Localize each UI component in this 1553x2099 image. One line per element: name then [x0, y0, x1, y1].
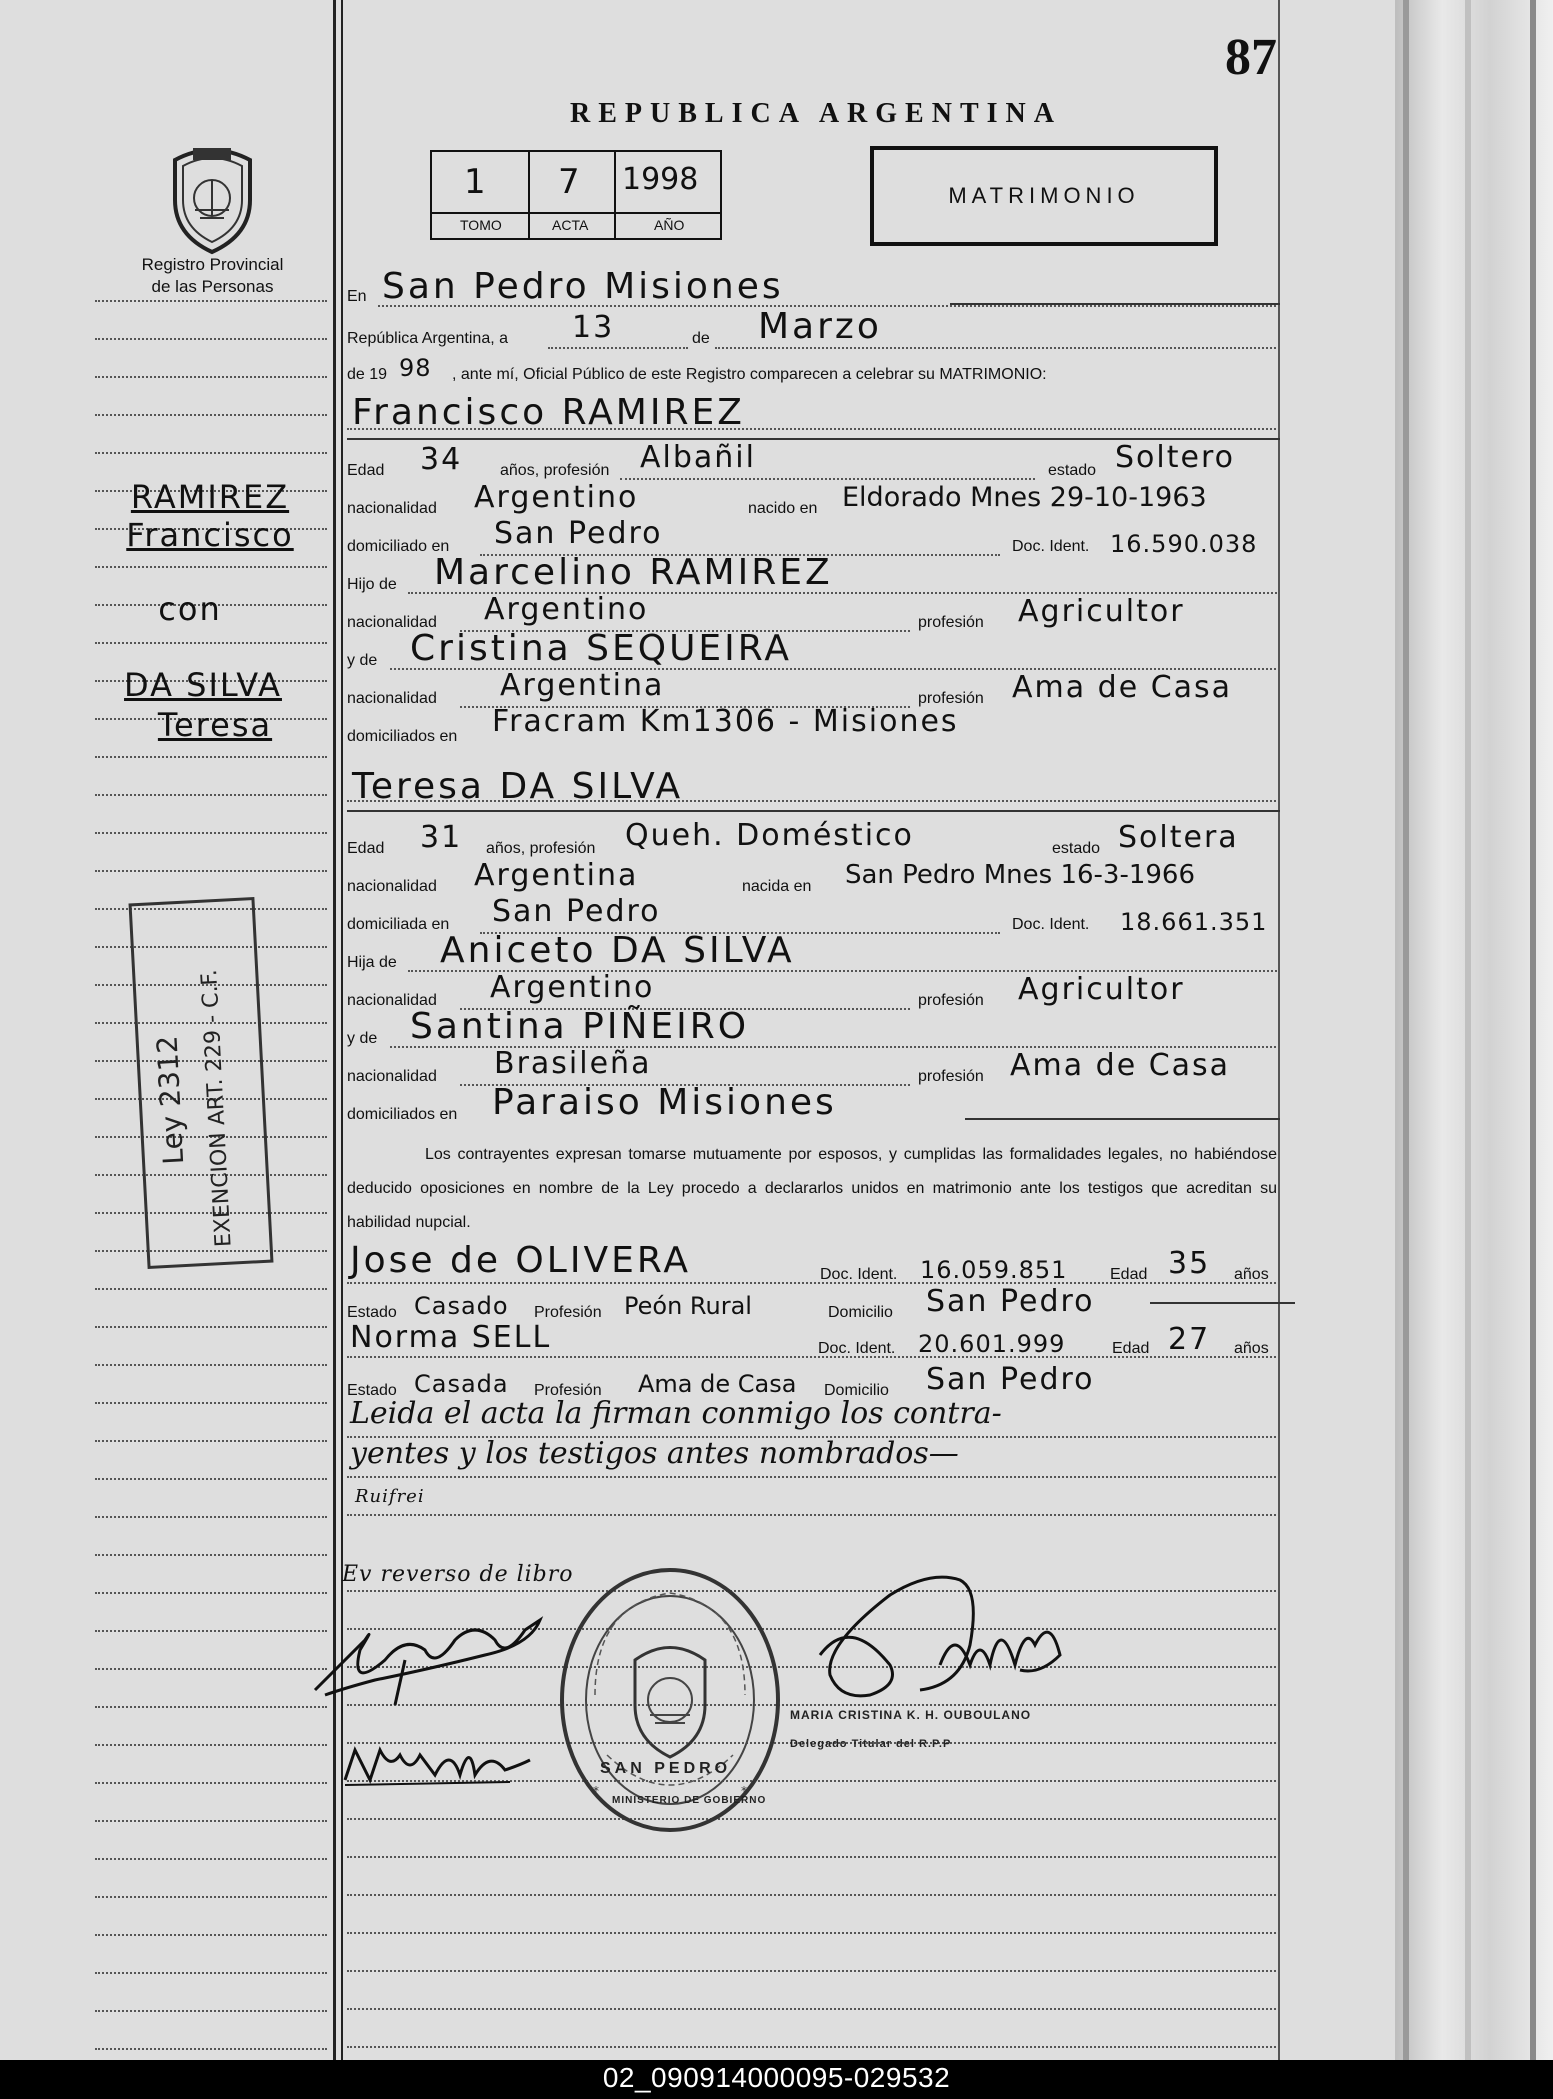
republic-label: República Argentina, a [347, 330, 508, 347]
acta-label: ACTA [552, 217, 589, 233]
page-number: 87 [1225, 29, 1277, 86]
body-rule-line [347, 1932, 1280, 1934]
groom-signature [305, 1600, 555, 1710]
margin-rule-line [95, 1934, 327, 1936]
year-prefix: de 19 [347, 366, 388, 383]
anos-profesion-label: años, profesión [486, 840, 596, 857]
groom-mother: Cristina SEQUEIRA [410, 628, 792, 669]
rule [1150, 1302, 1295, 1304]
tomo-label: TOMO [460, 217, 502, 233]
profesion-label: profesión [918, 614, 984, 631]
witness1-profession: Peón Rural [624, 1292, 752, 1320]
doc-label: Doc. Ident. [820, 1266, 898, 1283]
margin-rule-line [95, 1402, 327, 1404]
edad-label: Edad [1112, 1340, 1150, 1357]
margin-rule-line [95, 452, 327, 454]
body-rule-line [347, 2008, 1280, 2010]
nacida-label: nacida en [742, 878, 812, 895]
ano-label: AÑO [654, 217, 685, 233]
margin-rule-line [95, 414, 327, 416]
officer-signature [780, 1555, 1080, 1725]
margin-rule-line [95, 338, 327, 340]
bride-mother-profession: Ama de Casa [1010, 1048, 1231, 1083]
bride-signature [340, 1730, 540, 1790]
margin-rule-line [95, 2048, 327, 2050]
page-edge-strip [1465, 0, 1471, 2060]
margin-rule-line [95, 300, 327, 302]
estado-w-label: Estado [347, 1304, 397, 1321]
rule [620, 478, 1035, 480]
domiciliados-label: domiciliados en [347, 1106, 458, 1123]
ano-value: 1998 [622, 162, 699, 197]
month-value: Marzo [758, 306, 882, 347]
margin-rule-line [95, 756, 327, 758]
bride-status: Soltera [1118, 820, 1239, 855]
estado-label: estado [1048, 462, 1097, 479]
closing-line-2: yentes y los testigos antes nombrados— [350, 1436, 959, 1471]
margin-rule-line [95, 1440, 327, 1442]
seal-place: SAN PEDRO [600, 1760, 732, 1777]
rule [347, 428, 1280, 430]
volume-record-box [430, 150, 722, 240]
registry-label-line2: de las Personas [151, 277, 274, 296]
rule [347, 1282, 1280, 1284]
witness1-name: Jose de OLIVERA [350, 1240, 691, 1281]
body-right-border [1278, 0, 1280, 2060]
svg-text:*: * [593, 1784, 599, 1798]
bride-doc: 18.661.351 [1120, 908, 1268, 936]
margin-rule-line [95, 1326, 327, 1328]
margin-rule-line [95, 1516, 327, 1518]
witness2-age: 27 [1168, 1322, 1211, 1357]
groom-father-profession: Agricultor [1018, 594, 1185, 629]
rule [347, 1514, 1280, 1516]
rule [950, 303, 1280, 305]
doc-label: Doc. Ident. [1012, 538, 1090, 555]
margin-rule-line [95, 2010, 327, 2012]
margin-rule-line [95, 642, 327, 644]
groom-age: 34 [420, 442, 463, 477]
estado-w-label: Estado [347, 1382, 397, 1399]
margin-rule-line [95, 1478, 327, 1480]
margin-rule-line [95, 1706, 327, 1708]
bride-mother: Santina PIÑEIRO [410, 1006, 750, 1047]
adjacent-page-edge [1395, 0, 1553, 2060]
nacionalidad-label: nacionalidad [347, 1068, 437, 1085]
act-type-box [870, 146, 1218, 246]
exemption-stamp [129, 897, 274, 1269]
margin-rule-line [95, 1972, 327, 1974]
witness1-age: 35 [1168, 1246, 1211, 1281]
hijo-label: Hijo de [347, 576, 397, 593]
scan-filename: 02_090914000095-029532 [602, 2062, 951, 2093]
body-rule-line [347, 1894, 1280, 1896]
y-de-label: y de [347, 652, 378, 669]
witness1-domicile: San Pedro [926, 1284, 1095, 1319]
anos-profesion-label: años, profesión [500, 462, 610, 479]
margin-rule-line [95, 1782, 327, 1784]
margin-bride-surname: DA SILVA [124, 666, 282, 704]
margin-groom-name: Francisco [126, 516, 294, 554]
profesion-w-label: Profesión [534, 1304, 602, 1321]
country-title: REPUBLICA ARGENTINA [570, 98, 1062, 129]
witness2-name: Norma SELL [350, 1320, 552, 1355]
witness1-doc: 16.059.851 [920, 1256, 1068, 1284]
officer-name: MARIA CRISTINA K. H. OUBOULANO [790, 1708, 1032, 1722]
margin-rule-line [95, 1554, 327, 1556]
body-rule-line [347, 1856, 1280, 1858]
bride-domicile: San Pedro [492, 894, 661, 929]
bride-full-name: Teresa DA SILVA [352, 766, 684, 807]
intro-statement: , ante mí, Oficial Público de este Registro comparecen a celebrar su MATRIMONIO: [452, 366, 1047, 383]
profesion-label: profesión [918, 992, 984, 1009]
rule [548, 347, 688, 349]
domicilio-label: Domicilio [828, 1304, 893, 1321]
groom-father-nationality: Argentino [484, 592, 649, 627]
tomo-value: 1 [464, 162, 486, 202]
bride-father-profession: Agricultor [1018, 972, 1185, 1007]
margin-rule-line [95, 376, 327, 378]
margin-rule-line [95, 1364, 327, 1366]
profesion-w-label: Profesión [534, 1382, 602, 1399]
witness2-domicile: San Pedro [926, 1362, 1095, 1397]
bride-mother-nationality: Brasileña [494, 1046, 652, 1081]
margin-rule-line [95, 832, 327, 834]
bride-section-rule [347, 810, 1280, 812]
groom-full-name: Francisco RAMIREZ [352, 392, 745, 433]
margin-rule-line [95, 1668, 327, 1670]
groom-nationality: Argentino [474, 480, 639, 515]
groom-mother-profession: Ama de Casa [1012, 670, 1233, 705]
groom-born-in: Eldorado Mnes 29-10-1963 [842, 482, 1207, 513]
declaration-paragraph: Los contrayentes expresan tomarse mutuamente por esposos, y cumplidas las formalidades legales, no habiéndose deducido oposiciones en nombre de la Ley procedo a declararlos unidos en matrimonio ante los testigos que acreditan su habilidad nupcial. [347, 1146, 1277, 1231]
rule [347, 1476, 1280, 1478]
seal-ministry: MINISTERIO DE GOBIERNO [612, 1795, 767, 1806]
profesion-label: profesión [918, 690, 984, 707]
nacionalidad-label: nacionalidad [347, 992, 437, 1009]
page-edge-strip [1403, 0, 1409, 2060]
witness2-doc: 20.601.999 [918, 1330, 1066, 1358]
domicilio-label: Domicilio [824, 1382, 889, 1399]
edad-label: Edad [347, 840, 385, 857]
margin-rule-line [95, 870, 327, 872]
margin-rule-line [95, 1592, 327, 1594]
margin-rule-line [95, 566, 327, 568]
groom-status: Soltero [1115, 440, 1235, 475]
nacionalidad-label: nacionalidad [347, 614, 437, 631]
estado-label: estado [1052, 840, 1101, 857]
margin-rule-line [95, 1630, 327, 1632]
rule [715, 347, 1280, 349]
rule [965, 1118, 1280, 1120]
bride-parents-domicile: Paraiso Misiones [492, 1082, 837, 1123]
groom-doc: 16.590.038 [1110, 530, 1258, 558]
margin-groom-surname: RAMIREZ [130, 478, 290, 516]
nacionalidad-label: nacionalidad [347, 690, 437, 707]
act-type-label: MATRIMONIO [948, 183, 1140, 208]
margin-divider-line [333, 0, 336, 2060]
edad-label: Edad [1110, 1266, 1148, 1283]
nacionalidad-label: nacionalidad [347, 500, 437, 517]
bride-profession: Queh. Doméstico [625, 818, 914, 853]
stamp-exemption: EXENCION ART. 229 - C.F. [197, 968, 237, 1248]
margin-rule-line [95, 1858, 327, 1860]
body-rule-line [347, 1818, 1280, 1820]
margin-rule-line [95, 1820, 327, 1822]
witness2-profession: Ama de Casa [638, 1370, 797, 1398]
en-label: En [347, 288, 367, 305]
groom-domicile: San Pedro [494, 516, 663, 551]
profesion-label: profesión [918, 1068, 984, 1085]
hija-label: Hija de [347, 954, 397, 971]
acta-value: 7 [558, 162, 580, 202]
stamp-law: Ley 2312 [150, 1034, 191, 1166]
witness2-status: Casada [414, 1370, 509, 1398]
margin-con: con [158, 590, 222, 628]
witness1-status: Casado [414, 1292, 509, 1320]
anos-label: años [1234, 1266, 1269, 1283]
groom-profession: Albañil [640, 440, 756, 475]
domiciliada-label: domiciliada en [347, 916, 450, 933]
bride-born-in: San Pedro Mnes 16-3-1966 [845, 860, 1195, 890]
domiciliados-label: domiciliados en [347, 728, 458, 745]
closing-line-1: Leida el acta la firman conmigo los contra- [350, 1396, 1002, 1431]
edad-label: Edad [347, 462, 385, 479]
svg-text:*: * [741, 1784, 747, 1798]
body-rule-line [347, 2046, 1280, 2048]
bride-nationality: Argentina [474, 858, 639, 893]
year-suffix: 98 [399, 354, 432, 382]
rule [347, 800, 1280, 802]
registry-label-line1: Registro Provincial [141, 255, 284, 274]
de-label: de [692, 330, 710, 347]
registry-label [115, 254, 310, 298]
page-edge-strip [1530, 0, 1536, 2060]
margin-bride-name: Teresa [157, 706, 273, 744]
groom-mother-nationality: Argentina [500, 668, 665, 703]
bride-father: Aniceto DA SILVA [440, 930, 795, 971]
groom-father: Marcelino RAMIREZ [434, 552, 833, 593]
nacido-label: nacido en [748, 500, 818, 517]
anos-label: años [1234, 1340, 1269, 1357]
body-rule-line [347, 1970, 1280, 1972]
margin-rule-line [95, 794, 327, 796]
nacionalidad-label: nacionalidad [347, 878, 437, 895]
doc-label: Doc. Ident. [1012, 916, 1090, 933]
closing-note: Ruifrei [355, 1486, 425, 1507]
domiciliado-label: domiciliado en [347, 538, 450, 555]
reverse-note: Ev reverso de libro [342, 1562, 574, 1587]
bride-father-nationality: Argentino [490, 970, 655, 1005]
margin-rule-line [95, 1896, 327, 1898]
bride-age: 31 [420, 820, 463, 855]
province-emblem-icon [165, 140, 260, 255]
place-value: San Pedro Misiones [382, 266, 784, 307]
groom-parents-domicile: Fracram Km1306 - Misiones [492, 704, 959, 739]
margin-rule-line [95, 1288, 327, 1290]
y-de-label: y de [347, 1030, 378, 1047]
day-value: 13 [572, 310, 615, 345]
doc-label: Doc. Ident. [818, 1340, 896, 1357]
officer-title: Delegado Titular del R.P.P [790, 1738, 952, 1750]
margin-rule-line [95, 1744, 327, 1746]
